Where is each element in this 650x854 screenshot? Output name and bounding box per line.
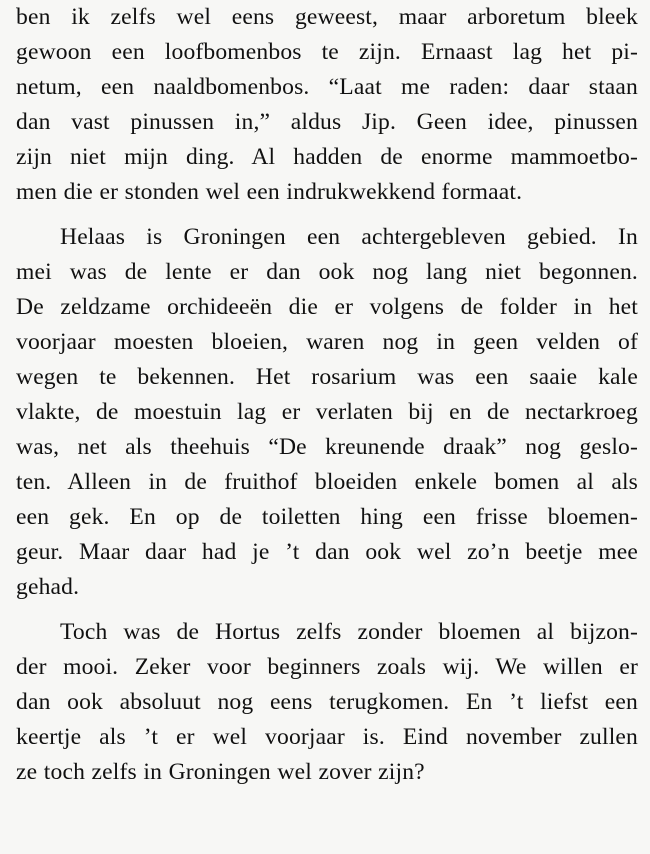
page-text [16, 0, 638, 790]
paragraph-2 [16, 220, 638, 605]
paragraph-gap [16, 210, 638, 220]
text-line: netum, een naaldbomenbos. “Laat me raden: daar staan [16, 74, 638, 100]
text-line: der mooi. Zeker voor beginners zoals wij. We willen er [16, 654, 638, 680]
text-line: ben ik zelfs wel eens geweest, maar arboretum bleek [16, 4, 638, 30]
text-line: wegen te bekennen. Het rosarium was een saaie kale [16, 364, 638, 390]
text-line: De zeldzame orchideeën die er volgens de folder in het [16, 294, 638, 320]
text-line: dan ook absoluut nog eens terugkomen. En ’t liefst een [16, 689, 638, 715]
text-line: Helaas is Groningen een achtergebleven gebied. In [60, 224, 638, 250]
text-line: Toch was de Hortus zelfs zonder bloemen al bijzon- [60, 619, 638, 645]
text-line: men die er stonden wel een indrukwekkend formaat. [16, 179, 523, 205]
text-line: dan vast pinussen in,” aldus Jip. Geen idee, pinussen [16, 109, 638, 135]
paragraph-1 [16, 0, 638, 210]
text-line: zijn niet mijn ding. Al hadden de enorme mammoetbo- [16, 144, 638, 170]
text-line: mei was de lente er dan ook nog lang niet begonnen. [16, 259, 638, 285]
text-line: geur. Maar daar had je ’t dan ook wel zo’n beetje mee [16, 539, 638, 565]
text-line: gehad. [16, 574, 80, 600]
paragraph-3 [16, 615, 638, 790]
text-line: was, net als theehuis “De kreunende draak” nog geslo- [16, 434, 638, 460]
text-line: keertje als ’t er wel voorjaar is. Eind november zullen [16, 724, 638, 750]
paragraph-gap [16, 605, 638, 615]
text-line: vlakte, de moestuin lag er verlaten bij en de nectarkroeg [16, 399, 638, 425]
text-line: ten. Alleen in de fruithof bloeiden enkele bomen al als [16, 469, 638, 495]
text-line: gewoon een loofbomenbos te zijn. Ernaast lag het pi- [16, 39, 638, 65]
text-line: een gek. En op de toiletten hing een frisse bloemen- [16, 504, 638, 530]
text-line: ze toch zelfs in Groningen wel zover zijn? [16, 759, 425, 785]
text-line: voorjaar moesten bloeien, waren nog in geen velden of [16, 329, 638, 355]
